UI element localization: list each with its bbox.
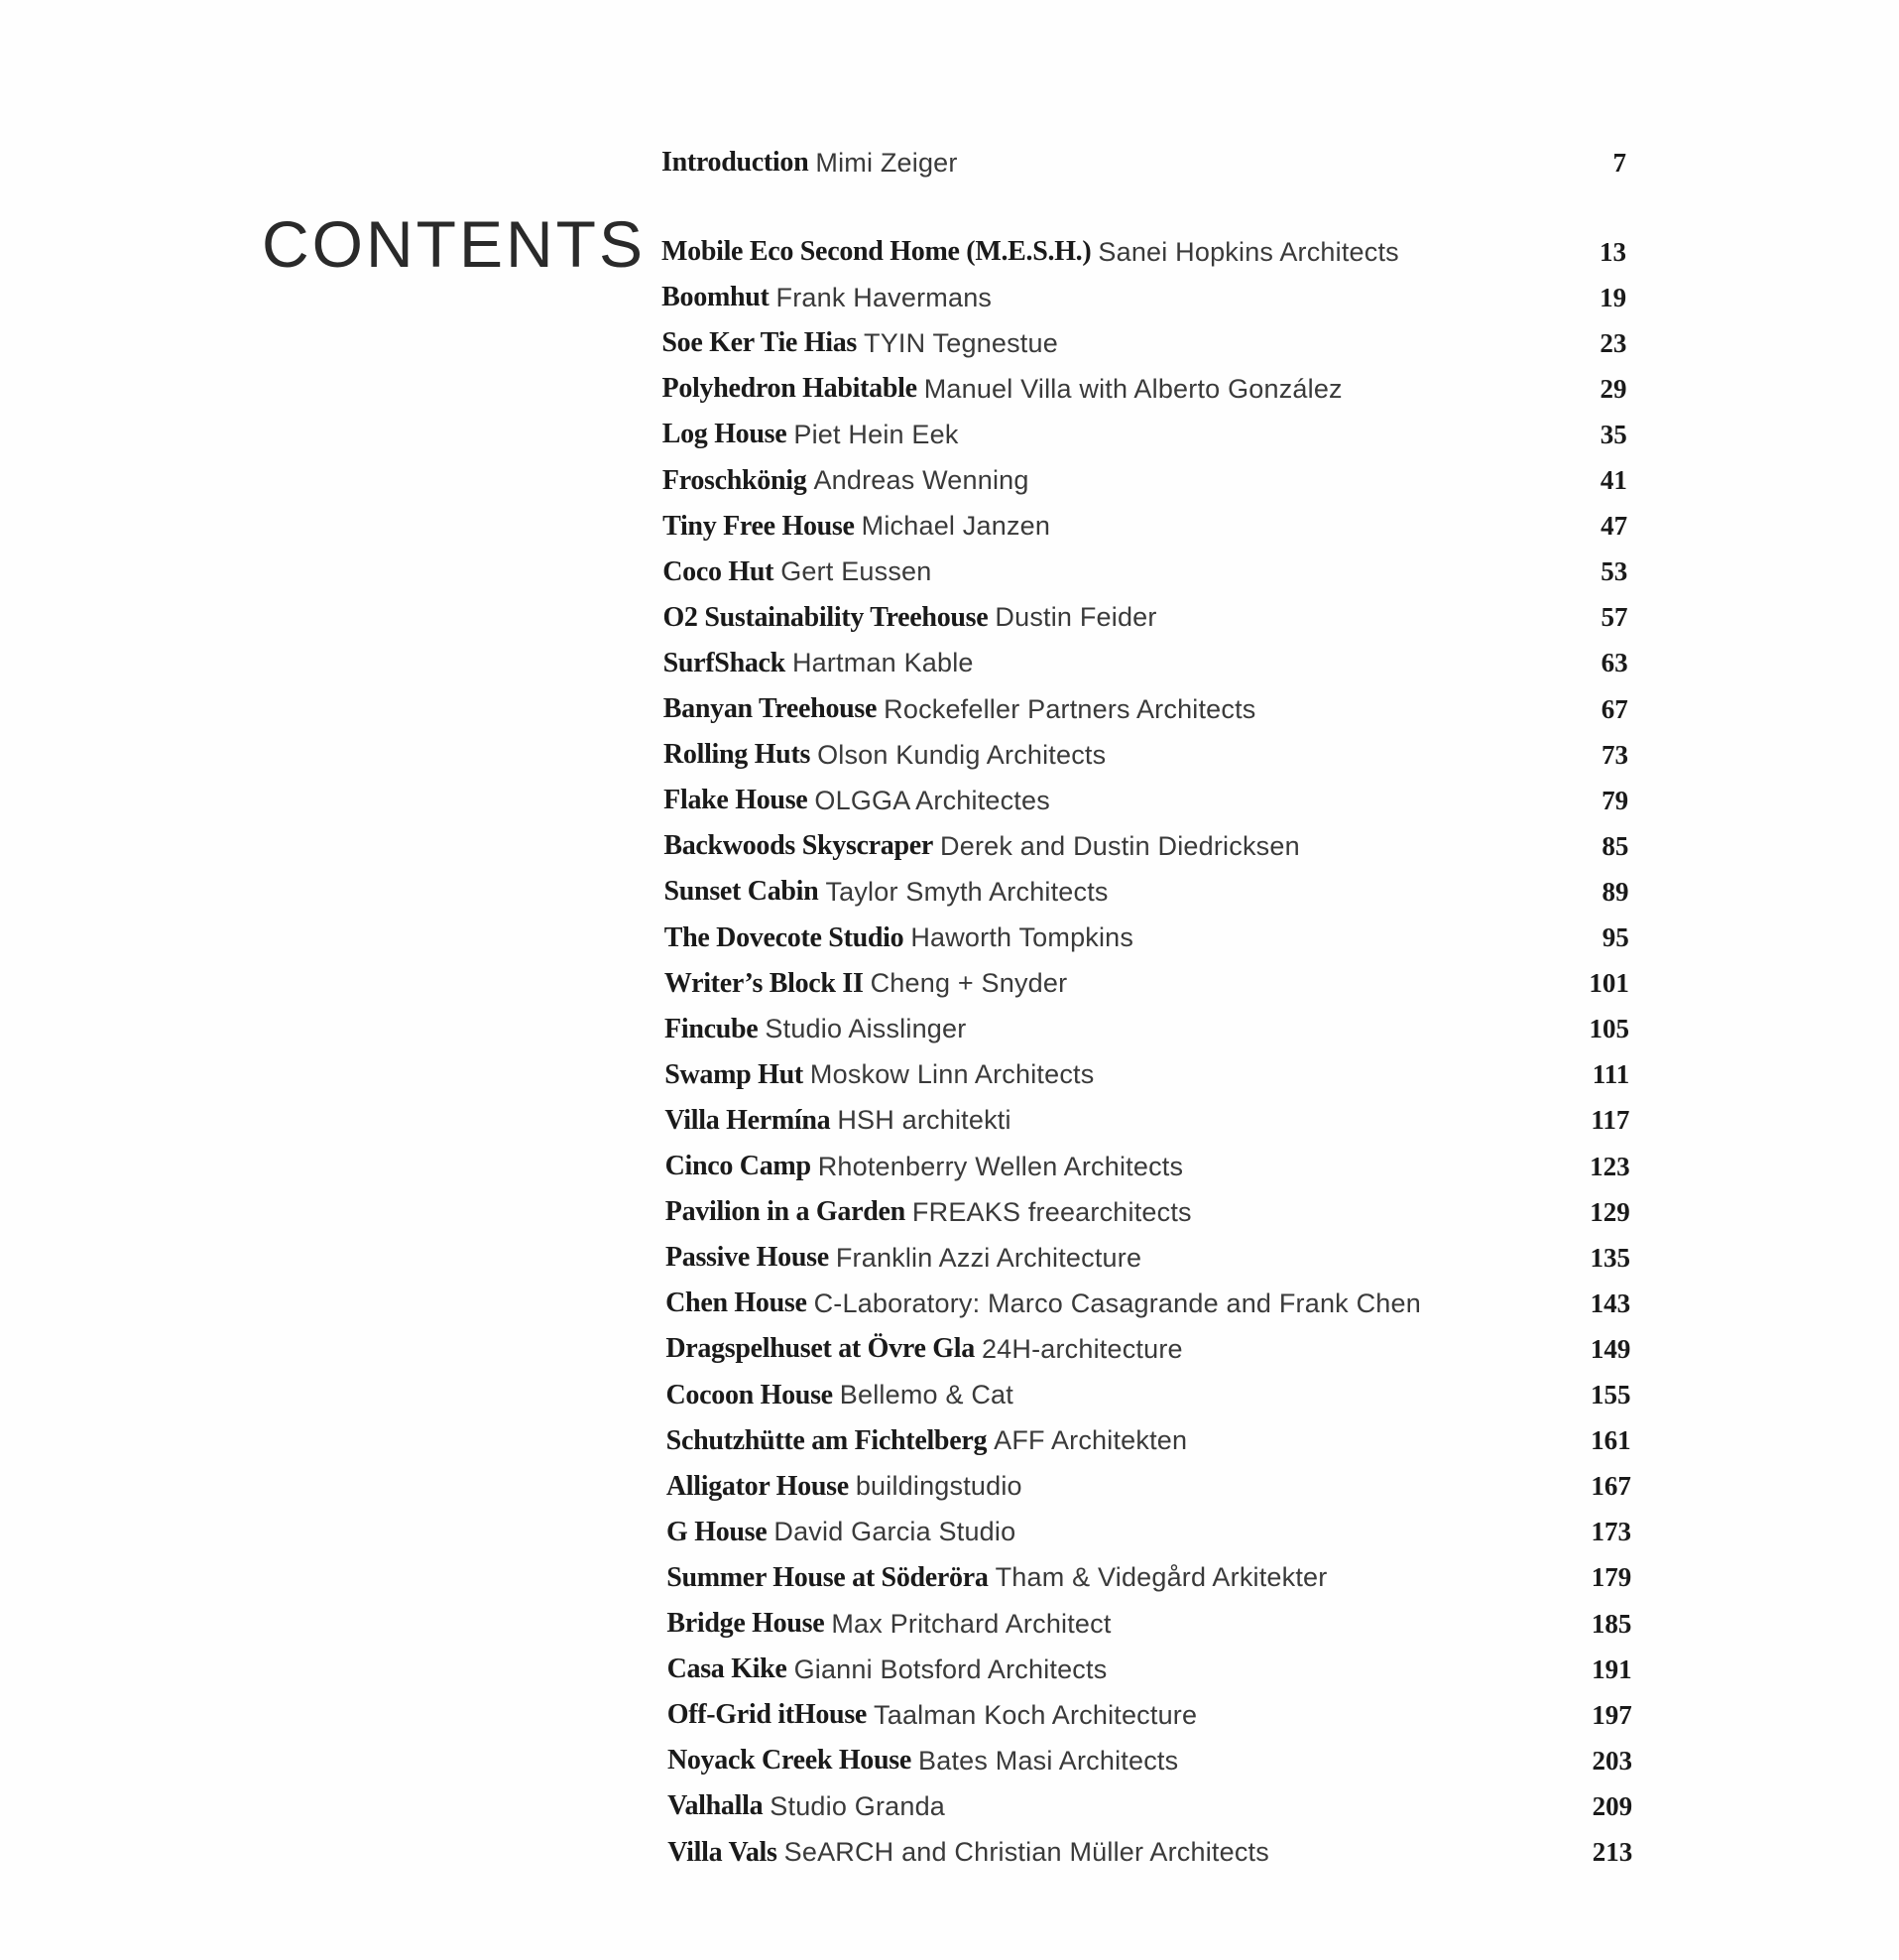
entry-author: David Garcia Studio (773, 1517, 1016, 1547)
entry-title: Villa Vals (667, 1836, 777, 1868)
entry-author: Taylor Smyth Architects (825, 876, 1109, 907)
entry-title: Casa Kike (666, 1654, 787, 1685)
toc-entry[interactable] (666, 1418, 1631, 1464)
entry-title: Introduction (661, 147, 809, 178)
entry-author: Bates Masi Architects (918, 1745, 1179, 1776)
entry-page: 143 (1590, 1287, 1631, 1318)
entry-title: Mobile Eco Second Home (M.E.S.H.) (661, 236, 1092, 267)
toc-entry[interactable] (663, 778, 1628, 823)
entry-author: FREAKS freearchitects (911, 1196, 1192, 1227)
entry-title: G House (666, 1516, 768, 1547)
entry-title: Rolling Huts (662, 739, 811, 771)
entry-author: Mimi Zeiger (815, 147, 958, 178)
entry-author: Andreas Wenning (813, 465, 1029, 495)
entry-page: 173 (1591, 1517, 1632, 1547)
entry-author: Max Pritchard Architect (831, 1608, 1112, 1639)
entry-author: 24H-architecture (981, 1333, 1183, 1364)
entry-page: 123 (1590, 1151, 1630, 1181)
entry-title: Alligator House (665, 1470, 849, 1502)
entry-title: Backwoods Skyscraper (663, 830, 934, 862)
entry-author: Rockefeller Partners Architects (884, 693, 1256, 724)
entry-title: Summer House at Söderöra (666, 1561, 989, 1593)
entry-title: Chen House (665, 1287, 807, 1319)
toc-entry[interactable] (666, 1373, 1631, 1418)
entry-title: Villa Hermína (664, 1104, 831, 1136)
entry-page: 63 (1601, 648, 1628, 678)
entry-title: Dragspelhuset at Övre Gla (665, 1333, 975, 1365)
entry-page: 41 (1600, 465, 1627, 495)
entry-author: Piet Hein Eek (793, 419, 959, 449)
toc-entry[interactable] (666, 1510, 1631, 1555)
entry-author: AFF Architekten (994, 1425, 1188, 1456)
entry-author: SeARCH and Christian Müller Architects (783, 1837, 1269, 1867)
entry-title: The Dovecote Studio (663, 921, 904, 953)
entry-author: Derek and Dustin Diedricksen (940, 830, 1300, 861)
entry-title: Tiny Free House (662, 510, 855, 542)
entry-title: Pavilion in a Garden (664, 1196, 905, 1228)
entry-title: Log House (661, 419, 787, 450)
entry-author: Taalman Koch Architecture (874, 1699, 1198, 1730)
entry-page: 23 (1600, 327, 1627, 358)
entry-author: Tham & Videgård Arkitekter (995, 1562, 1328, 1593)
entry-page: 67 (1601, 693, 1628, 724)
entry-page: 19 (1600, 282, 1627, 312)
toc-entry[interactable] (667, 1647, 1632, 1692)
entry-title: Noyack Creek House (666, 1745, 912, 1776)
entry-title: Polyhedron Habitable (661, 373, 917, 405)
toc-entry[interactable] (661, 229, 1626, 275)
entry-author: Bellemo & Cat (839, 1380, 1013, 1409)
entry-page: 111 (1592, 1059, 1630, 1090)
toc-entry[interactable] (667, 1783, 1632, 1829)
entry-author: Rhotenberry Wellen Architects (817, 1151, 1184, 1181)
entry-title: Cocoon House (665, 1379, 833, 1410)
entry-page: 57 (1601, 602, 1628, 633)
entry-author: buildingstudio (855, 1471, 1022, 1502)
entry-title: Soe Ker Tie Hias (661, 327, 858, 359)
toc-entry[interactable] (664, 961, 1629, 1007)
entry-title: Cinco Camp (664, 1151, 811, 1181)
toc-entry[interactable] (665, 1189, 1630, 1235)
toc-entry[interactable] (661, 275, 1626, 320)
entry-page: 53 (1601, 556, 1628, 587)
entry-page: 95 (1602, 922, 1629, 952)
entry-title: Bridge House (666, 1608, 825, 1639)
entry-page: 213 (1592, 1837, 1633, 1867)
entry-title: Schutzhütte am Fichtelberg (665, 1424, 988, 1456)
entry-title: Boomhut (661, 282, 770, 313)
toc-entry[interactable] (663, 732, 1628, 778)
toc-entry[interactable] (663, 686, 1628, 732)
entry-author: Franklin Azzi Architecture (835, 1242, 1142, 1273)
entry-title: SurfShack (662, 647, 785, 678)
entry-page: 13 (1600, 236, 1626, 267)
entry-page: 149 (1590, 1333, 1631, 1364)
entry-page: 203 (1592, 1745, 1632, 1776)
entry-title: Flake House (663, 785, 808, 816)
entry-page: 179 (1591, 1562, 1632, 1593)
entry-author: Frank Havermans (775, 282, 993, 312)
entry-page: 7 (1612, 147, 1626, 178)
entry-title: Sunset Cabin (663, 876, 819, 908)
toc-entry[interactable] (665, 1235, 1630, 1281)
toc-entry[interactable] (665, 1281, 1630, 1326)
entry-title: Fincube (664, 1013, 759, 1044)
entry-title: O2 Sustainability Treehouse (662, 601, 989, 633)
entry-page: 209 (1592, 1790, 1633, 1821)
entry-title: Writer’s Block II (663, 967, 864, 999)
entry-page: 89 (1602, 876, 1629, 907)
entry-title: Passive House (664, 1242, 829, 1274)
entry-title: Swamp Hut (664, 1058, 803, 1090)
entry-page: 35 (1600, 419, 1627, 449)
entry-author: Haworth Tompkins (910, 922, 1134, 952)
toc-entry-introduction[interactable] (661, 140, 1626, 185)
toc-entry[interactable] (663, 641, 1628, 686)
toc-entry[interactable] (662, 458, 1627, 504)
entry-author: Studio Aisslinger (765, 1014, 967, 1044)
toc-entry[interactable] (664, 869, 1629, 915)
toc-entry[interactable] (662, 412, 1627, 457)
toc-entry[interactable] (665, 1326, 1630, 1372)
toc-entry[interactable] (662, 595, 1627, 641)
entry-title: Coco Hut (662, 555, 774, 587)
entry-author: Moskow Linn Architects (809, 1059, 1095, 1090)
entry-page: 167 (1591, 1471, 1631, 1502)
entry-title: Banyan Treehouse (662, 693, 878, 724)
toc-entry[interactable] (667, 1738, 1632, 1783)
toc-entry[interactable] (666, 1555, 1631, 1601)
toc-entry[interactable] (666, 1601, 1631, 1647)
entry-author: C-Laboratory: Marco Casagrande and Frank Chen (813, 1287, 1421, 1318)
entry-author: TYIN Tegnestue (864, 327, 1058, 358)
entry-author: OLGGA Architectes (814, 785, 1050, 815)
entry-page: 129 (1590, 1196, 1630, 1227)
toc-entry[interactable] (663, 823, 1628, 869)
entry-page: 101 (1589, 968, 1629, 999)
toc-entry[interactable] (667, 1830, 1632, 1876)
toc-entry[interactable] (666, 1464, 1631, 1510)
entry-title: Froschkönig (661, 464, 807, 496)
entry-author: Gert Eussen (780, 556, 932, 587)
toc-entry[interactable] (662, 366, 1627, 412)
toc-entry[interactable] (664, 1007, 1629, 1052)
entry-page: 161 (1591, 1425, 1631, 1456)
toc-entry[interactable] (664, 916, 1629, 961)
entry-author: HSH architekti (837, 1105, 1011, 1136)
toc-entry[interactable] (664, 1052, 1629, 1098)
entry-page: 185 (1591, 1608, 1632, 1639)
entry-title: Off-Grid itHouse (666, 1699, 868, 1731)
entry-page: 117 (1591, 1105, 1630, 1136)
entry-author: Manuel Villa with Alberto González (923, 373, 1343, 404)
entry-page: 79 (1602, 785, 1629, 815)
entry-title: Valhalla (667, 1790, 764, 1822)
entry-page: 191 (1592, 1654, 1632, 1684)
entry-page: 155 (1591, 1380, 1631, 1409)
entry-page: 47 (1601, 511, 1628, 542)
toc-entry[interactable] (662, 550, 1627, 595)
entry-page: 29 (1600, 373, 1627, 404)
entry-author: Studio Granda (770, 1790, 945, 1821)
toc-entry[interactable] (665, 1144, 1630, 1189)
entry-author: Olson Kundig Architects (817, 739, 1107, 770)
entry-author: Gianni Botsford Architects (793, 1654, 1108, 1684)
entry-page: 105 (1589, 1014, 1630, 1044)
entry-author: Cheng + Snyder (870, 968, 1068, 999)
toc-entry[interactable] (667, 1692, 1632, 1738)
entry-page: 135 (1590, 1242, 1630, 1273)
entry-page: 73 (1601, 739, 1628, 770)
contents-heading: CONTENTS (262, 207, 646, 281)
entry-author: Sanei Hopkins Architects (1098, 236, 1399, 267)
entry-page: 197 (1592, 1699, 1632, 1730)
toc-entry[interactable] (664, 1098, 1629, 1144)
toc-entry[interactable] (662, 504, 1627, 550)
entry-author: Hartman Kable (791, 648, 974, 678)
toc-entry[interactable] (661, 320, 1626, 366)
entry-author: Michael Janzen (861, 511, 1051, 542)
entry-page: 85 (1602, 830, 1629, 861)
entry-author: Dustin Feider (995, 602, 1157, 633)
